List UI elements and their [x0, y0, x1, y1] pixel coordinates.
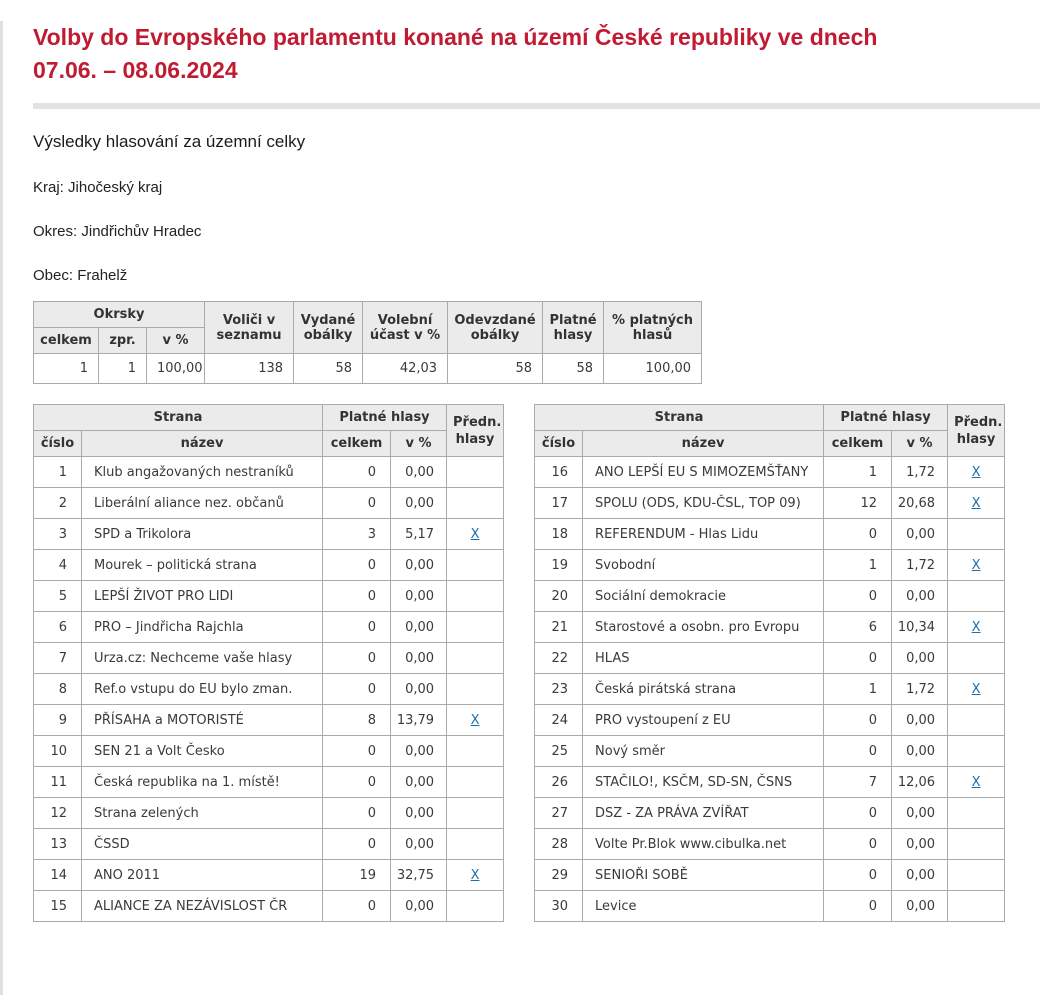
party-number: 2	[34, 488, 82, 519]
turnout-summary-row	[34, 354, 702, 384]
party-pref-cell	[948, 705, 1005, 736]
header-celkem: celkem	[824, 431, 892, 457]
party-votes-pct: 0,00	[391, 488, 447, 519]
party-number: 11	[34, 767, 82, 798]
header-platne-hlasy: Platné hlasy	[824, 405, 948, 431]
value-volici-v-seznamu: 138	[205, 354, 294, 384]
party-votes-pct: 0,00	[892, 798, 948, 829]
party-votes-pct: 0,00	[391, 891, 447, 922]
party-votes-total: 1	[824, 457, 892, 488]
party-pref-cell	[948, 736, 1005, 767]
party-name: SEN 21 a Volt Česko	[82, 736, 323, 767]
party-votes-total: 0	[323, 891, 391, 922]
header-platne-hlasy: Platné hlasy	[543, 302, 604, 354]
party-row	[535, 891, 1005, 922]
pref-votes-link[interactable]: X	[971, 619, 981, 635]
party-pref-cell	[447, 829, 504, 860]
party-number: 25	[535, 736, 583, 767]
party-results-table-right	[534, 404, 1005, 922]
party-number: 15	[34, 891, 82, 922]
header-volebni-ucast: Volební účast v %	[363, 302, 448, 354]
party-number: 26	[535, 767, 583, 798]
party-votes-total: 0	[323, 643, 391, 674]
party-pref-cell	[447, 891, 504, 922]
party-number: 6	[34, 612, 82, 643]
header-strana: Strana	[34, 405, 323, 431]
party-pref-cell	[447, 581, 504, 612]
party-name: Strana zelených	[82, 798, 323, 829]
party-row	[34, 519, 504, 550]
party-number: 27	[535, 798, 583, 829]
party-row	[34, 767, 504, 798]
party-votes-total: 12	[824, 488, 892, 519]
party-votes-total: 0	[824, 643, 892, 674]
horizontal-divider	[33, 103, 1040, 109]
party-name: SENIOŘI SOBĚ	[583, 860, 824, 891]
party-votes-total: 0	[323, 550, 391, 581]
party-row	[535, 643, 1005, 674]
party-row	[535, 581, 1005, 612]
party-name: Sociální demokracie	[583, 581, 824, 612]
header-okrsky-v-pct: v %	[147, 328, 205, 354]
party-votes-pct: 0,00	[892, 736, 948, 767]
turnout-summary-table	[33, 301, 702, 384]
party-row	[535, 488, 1005, 519]
page-content	[33, 21, 1040, 922]
region-line	[33, 179, 1040, 196]
party-votes-pct: 1,72	[892, 674, 948, 705]
party-name: ANO LEPŠÍ EU S MIMOZEMŠŤANY	[583, 457, 824, 488]
party-votes-pct: 0,00	[391, 674, 447, 705]
pref-votes-link[interactable]: X	[971, 464, 981, 480]
party-votes-pct: 1,72	[892, 550, 948, 581]
party-votes-total: 0	[824, 519, 892, 550]
party-number: 5	[34, 581, 82, 612]
party-votes-total: 0	[824, 581, 892, 612]
party-row	[34, 798, 504, 829]
header-strana: Strana	[535, 405, 824, 431]
party-pref-cell	[948, 519, 1005, 550]
party-votes-total: 0	[323, 581, 391, 612]
party-name: Nový směr	[583, 736, 824, 767]
party-name: HLAS	[583, 643, 824, 674]
party-votes-total: 3	[323, 519, 391, 550]
party-votes-total: 0	[323, 736, 391, 767]
party-name: PRO vystoupení z EU	[583, 705, 824, 736]
party-votes-pct: 0,00	[892, 829, 948, 860]
party-pref-cell	[948, 767, 1005, 798]
pref-votes-link[interactable]: X	[971, 495, 981, 511]
pref-votes-link[interactable]: X	[971, 681, 981, 697]
party-votes-total: 19	[323, 860, 391, 891]
section-title: Výsledky hlasování za územní celky	[33, 132, 306, 151]
party-pref-cell	[948, 457, 1005, 488]
party-name: Mourek – politická strana	[82, 550, 323, 581]
header-nazev: název	[583, 431, 824, 457]
party-name: REFERENDUM - Hlas Lidu	[583, 519, 824, 550]
party-votes-pct: 0,00	[391, 767, 447, 798]
party-pref-cell	[447, 674, 504, 705]
party-row	[34, 581, 504, 612]
party-row	[535, 829, 1005, 860]
header-cislo: číslo	[535, 431, 583, 457]
value-odevzdane-obalky: 58	[448, 354, 543, 384]
page-title	[33, 21, 1040, 87]
party-results-table-left	[33, 404, 504, 922]
party-number: 7	[34, 643, 82, 674]
party-pref-cell	[948, 550, 1005, 581]
header-pct-platnych-hlasu: % platných hlasů	[604, 302, 702, 354]
party-number: 28	[535, 829, 583, 860]
header-okrsky-celkem: celkem	[34, 328, 99, 354]
party-number: 14	[34, 860, 82, 891]
party-number: 9	[34, 705, 82, 736]
party-name: LEPŠÍ ŽIVOT PRO LIDI	[82, 581, 323, 612]
party-pref-cell	[447, 550, 504, 581]
party-votes-pct: 0,00	[892, 705, 948, 736]
value-okrsky-v-pct: 100,00	[147, 354, 205, 384]
party-row	[535, 798, 1005, 829]
party-row	[535, 612, 1005, 643]
party-name: Svobodní	[583, 550, 824, 581]
header-vydane-obalky: Vydané obálky	[294, 302, 363, 354]
header-nazev: název	[82, 431, 323, 457]
party-votes-total: 0	[323, 674, 391, 705]
party-row	[34, 550, 504, 581]
party-pref-cell	[447, 798, 504, 829]
pref-votes-link[interactable]: X	[470, 712, 480, 728]
municipality-value: Frahelž	[77, 267, 128, 284]
party-pref-cell	[948, 612, 1005, 643]
party-name: Liberální aliance nez. občanů	[82, 488, 323, 519]
value-okrsky-celkem: 1	[34, 354, 99, 384]
party-name: Levice	[583, 891, 824, 922]
party-pref-cell	[948, 488, 1005, 519]
page-title-line1: Volby do Evropského parlamentu konané na území České republiky ve dnech	[33, 24, 878, 50]
party-pref-cell	[447, 519, 504, 550]
party-number: 23	[535, 674, 583, 705]
party-row	[535, 550, 1005, 581]
municipality-label: Obec:	[33, 267, 74, 284]
party-number: 18	[535, 519, 583, 550]
party-name: SPOLU (ODS, KDU-ČSL, TOP 09)	[583, 488, 824, 519]
party-votes-pct: 0,00	[391, 457, 447, 488]
party-name: Česká republika na 1. místě!	[82, 767, 323, 798]
party-votes-total: 0	[824, 860, 892, 891]
party-number: 29	[535, 860, 583, 891]
party-votes-pct: 0,00	[892, 519, 948, 550]
party-name: Ref.o vstupu do EU bylo zman.	[82, 674, 323, 705]
party-name: DSZ - ZA PRÁVA ZVÍŘAT	[583, 798, 824, 829]
party-votes-total: 8	[323, 705, 391, 736]
party-votes-pct: 32,75	[391, 860, 447, 891]
party-pref-cell	[948, 891, 1005, 922]
party-votes-total: 0	[824, 736, 892, 767]
header-predn-hlasy: Předn. hlasy	[447, 405, 504, 457]
party-pref-cell	[447, 643, 504, 674]
party-number: 30	[535, 891, 583, 922]
header-volici-v-seznamu: Voliči v seznamu	[205, 302, 294, 354]
party-votes-pct: 0,00	[391, 736, 447, 767]
party-number: 12	[34, 798, 82, 829]
value-vydane-obalky: 58	[294, 354, 363, 384]
header-predn-hlasy: Předn. hlasy	[948, 405, 1005, 457]
party-pref-cell	[447, 736, 504, 767]
party-votes-pct: 0,00	[391, 643, 447, 674]
party-votes-total: 0	[824, 705, 892, 736]
party-votes-pct: 0,00	[391, 829, 447, 860]
party-votes-pct: 5,17	[391, 519, 447, 550]
party-pref-cell	[948, 798, 1005, 829]
party-pref-cell	[948, 674, 1005, 705]
party-votes-pct: 0,00	[892, 581, 948, 612]
party-votes-pct: 0,00	[892, 860, 948, 891]
party-row	[34, 891, 504, 922]
party-votes-pct: 20,68	[892, 488, 948, 519]
party-votes-pct: 0,00	[892, 891, 948, 922]
party-row	[535, 705, 1005, 736]
party-votes-total: 0	[323, 829, 391, 860]
party-row	[34, 829, 504, 860]
party-number: 10	[34, 736, 82, 767]
party-name: Urza.cz: Nechceme vaše hlasy	[82, 643, 323, 674]
party-pref-cell	[447, 612, 504, 643]
party-name: PŘÍSAHA a MOTORISTÉ	[82, 705, 323, 736]
value-platne-hlasy: 58	[543, 354, 604, 384]
party-votes-pct: 0,00	[892, 643, 948, 674]
party-name: SPD a Trikolora	[82, 519, 323, 550]
party-pref-cell	[948, 581, 1005, 612]
party-votes-pct: 0,00	[391, 581, 447, 612]
party-row	[34, 488, 504, 519]
party-number: 24	[535, 705, 583, 736]
party-votes-total: 0	[323, 612, 391, 643]
pref-votes-link[interactable]: X	[470, 867, 480, 883]
pref-votes-link[interactable]: X	[971, 774, 981, 790]
party-number: 1	[34, 457, 82, 488]
party-pref-cell	[447, 705, 504, 736]
party-votes-pct: 13,79	[391, 705, 447, 736]
header-cislo: číslo	[34, 431, 82, 457]
party-votes-total: 0	[323, 488, 391, 519]
region-label: Kraj:	[33, 179, 64, 196]
party-votes-total: 1	[824, 550, 892, 581]
party-row	[535, 736, 1005, 767]
header-okrsky-zpr: zpr.	[99, 328, 147, 354]
party-row	[535, 674, 1005, 705]
party-votes-total: 7	[824, 767, 892, 798]
party-name: Klub angažovaných nestraníků	[82, 457, 323, 488]
party-number: 8	[34, 674, 82, 705]
party-number: 3	[34, 519, 82, 550]
party-pref-cell	[447, 767, 504, 798]
page-title-line2: 07.06. – 08.06.2024	[33, 57, 238, 83]
party-number: 13	[34, 829, 82, 860]
party-row	[535, 519, 1005, 550]
party-pref-cell	[447, 457, 504, 488]
party-number: 21	[535, 612, 583, 643]
party-votes-total: 0	[323, 767, 391, 798]
pref-votes-link[interactable]: X	[971, 557, 981, 573]
party-name: PRO – Jindřicha Rajchla	[82, 612, 323, 643]
party-pref-cell	[447, 488, 504, 519]
party-row	[34, 860, 504, 891]
party-name: ALIANCE ZA NEZÁVISLOST ČR	[82, 891, 323, 922]
party-row	[34, 643, 504, 674]
municipality-line	[33, 267, 1040, 284]
party-votes-pct: 0,00	[391, 798, 447, 829]
party-votes-pct: 10,34	[892, 612, 948, 643]
value-okrsky-zpr: 1	[99, 354, 147, 384]
party-votes-total: 0	[824, 798, 892, 829]
party-row	[34, 705, 504, 736]
party-name: ANO 2011	[82, 860, 323, 891]
party-votes-total: 0	[824, 829, 892, 860]
party-number: 22	[535, 643, 583, 674]
party-number: 20	[535, 581, 583, 612]
value-pct-platnych-hlasu: 100,00	[604, 354, 702, 384]
party-row	[34, 612, 504, 643]
party-votes-pct: 12,06	[892, 767, 948, 798]
party-votes-pct: 0,00	[391, 612, 447, 643]
header-celkem: celkem	[323, 431, 391, 457]
page-left-border	[0, 21, 3, 995]
party-pref-cell	[948, 860, 1005, 891]
party-votes-total: 1	[824, 674, 892, 705]
party-pref-cell	[447, 860, 504, 891]
party-name: Česká pirátská strana	[583, 674, 824, 705]
header-v-pct: v %	[391, 431, 447, 457]
header-platne-hlasy: Platné hlasy	[323, 405, 447, 431]
value-volebni-ucast: 42,03	[363, 354, 448, 384]
party-row	[34, 736, 504, 767]
party-row	[535, 767, 1005, 798]
district-value: Jindřichův Hradec	[81, 223, 202, 240]
pref-votes-link[interactable]: X	[470, 526, 480, 542]
header-odevzdane-obalky: Odevzdané obálky	[448, 302, 543, 354]
party-number: 16	[535, 457, 583, 488]
region-value: Jihočeský kraj	[68, 179, 163, 196]
header-v-pct: v %	[892, 431, 948, 457]
party-row	[535, 457, 1005, 488]
header-okrsky: Okrsky	[34, 302, 205, 328]
party-results-section	[33, 404, 1040, 922]
party-votes-total: 6	[824, 612, 892, 643]
party-votes-total: 0	[323, 798, 391, 829]
district-label: Okres:	[33, 223, 78, 240]
party-row	[34, 674, 504, 705]
party-votes-total: 0	[323, 457, 391, 488]
party-pref-cell	[948, 829, 1005, 860]
party-number: 4	[34, 550, 82, 581]
party-votes-pct: 1,72	[892, 457, 948, 488]
party-name: STAČILO!, KSČM, SD-SN, ČSNS	[583, 767, 824, 798]
party-row	[535, 860, 1005, 891]
party-votes-total: 0	[824, 891, 892, 922]
party-votes-pct: 0,00	[391, 550, 447, 581]
party-number: 17	[535, 488, 583, 519]
party-name: Volte Pr.Blok www.cibulka.net	[583, 829, 824, 860]
party-row	[34, 457, 504, 488]
party-number: 19	[535, 550, 583, 581]
party-name: Starostové a osobn. pro Evropu	[583, 612, 824, 643]
party-pref-cell	[948, 643, 1005, 674]
party-name: ČSSD	[82, 829, 323, 860]
district-line	[33, 223, 1040, 240]
